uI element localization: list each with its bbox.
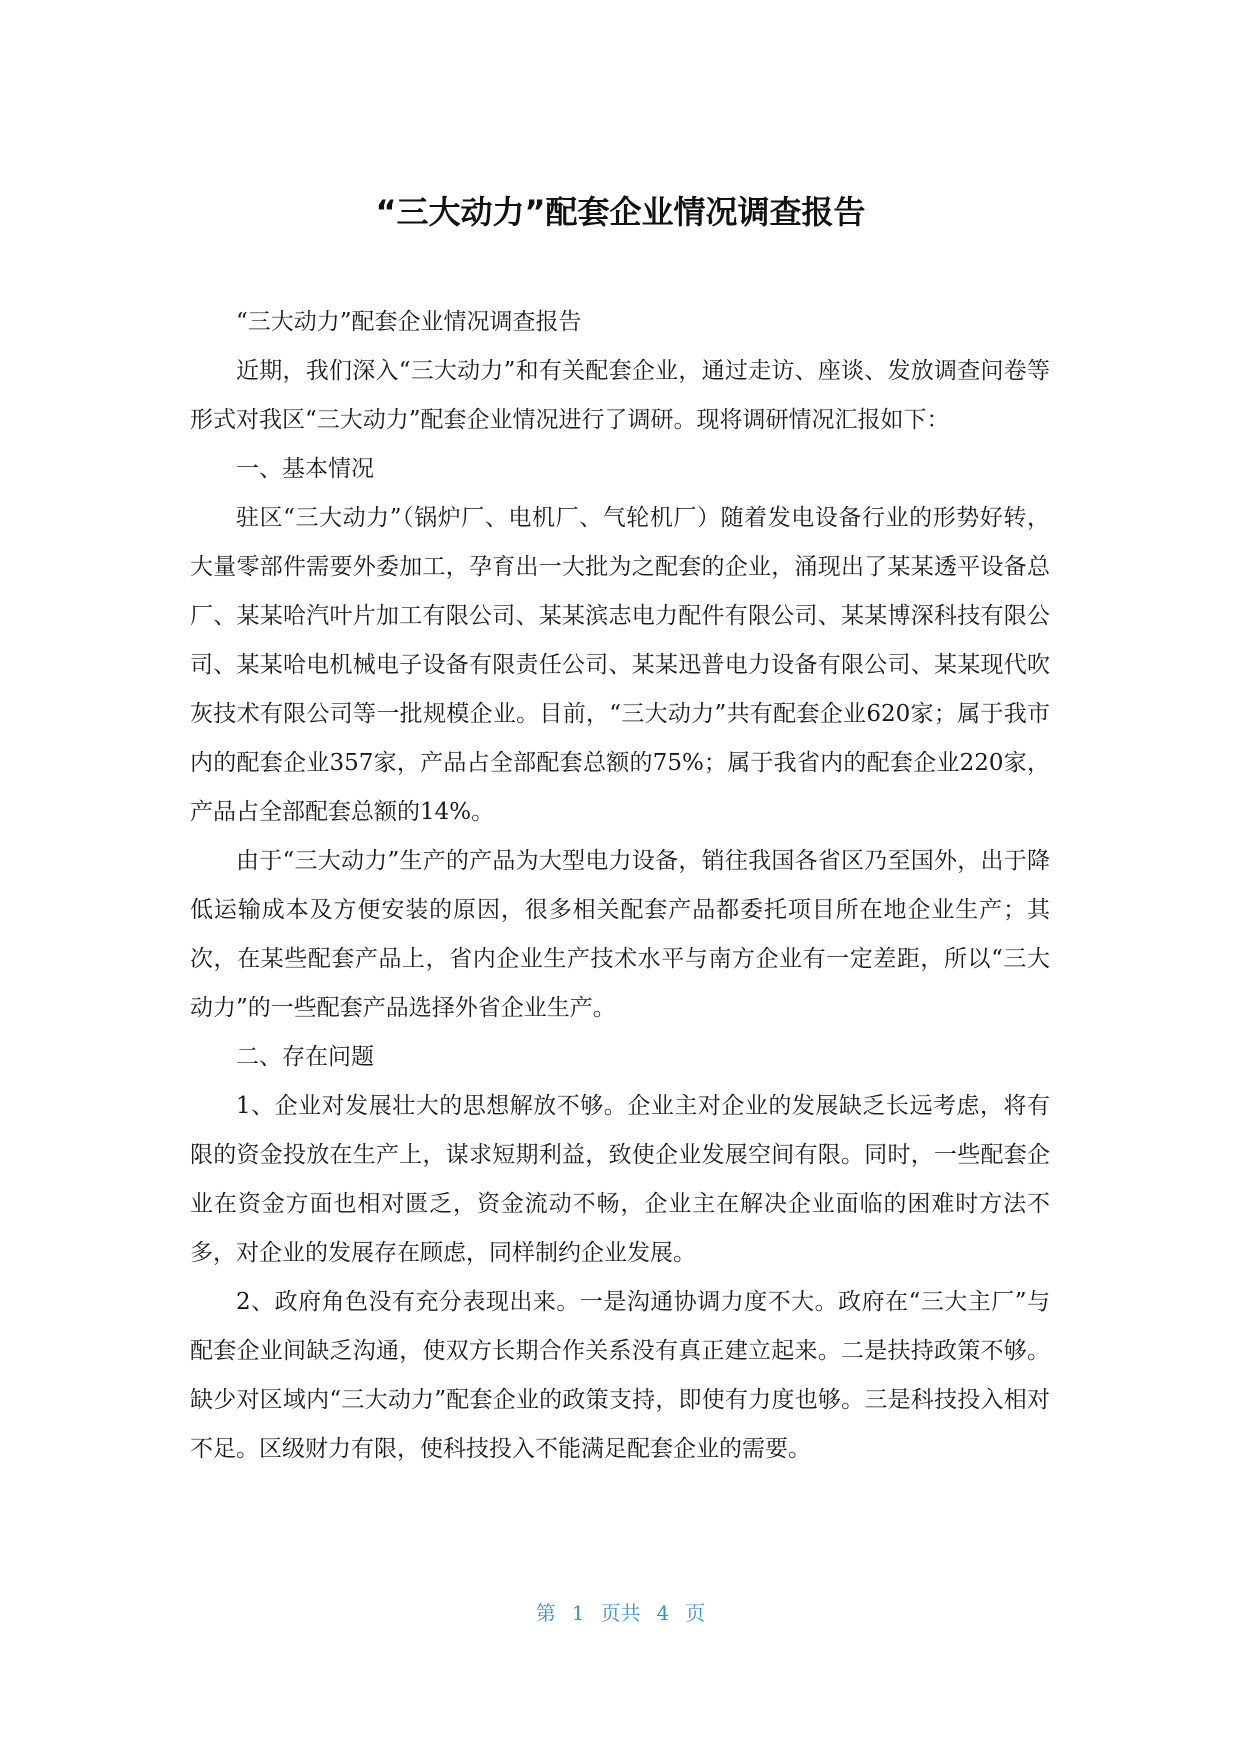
- page-label-middle: 页共: [600, 1601, 641, 1625]
- paragraph-subtitle: “三大动力”配套企业情况调查报告: [236, 309, 582, 335]
- paragraph-intro: 近期，我们深入“三大动力”和有关配套企业，通过走访、座谈、发放调查问卷等形式对我区“三大动力”配套企业情况进行了调研。现将调研情况汇报如下：: [190, 358, 1050, 433]
- page-footer: [0, 1598, 1241, 1628]
- page-label-suffix: 页: [685, 1601, 706, 1625]
- page-label-prefix: 第: [535, 1601, 556, 1625]
- total-pages-number: 4: [656, 1601, 670, 1625]
- section-heading-basic: 一、基本情况: [236, 456, 374, 482]
- section-heading-problems: 二、存在问题: [236, 1044, 374, 1070]
- paragraph-external-production: 由于“三大动力”生产的产品为大型电力设备，销往我国各省区乃至国外，出于降低运输成本及方便安装的原因，很多相关配套产品都委托项目所在地企业生产；其次，在某些配套产品上，省内企业生产技术水平与南方企业有一定差距，所以“三大动力”的一些配套产品选择外省企业生产。: [190, 848, 1050, 1021]
- document-body: [190, 298, 1050, 1474]
- paragraph-problem-1: 1、企业对发展壮大的思想解放不够。企业主对企业的发展缺乏长远考虑，将有限的资金投放在生产上，谋求短期利益，致使企业发展空间有限。同时，一些配套企业在资金方面也相对匮乏，资金流动不畅，企业主在解决企业面临的困难时方法不多，对企业的发展存在顾虑，同样制约企业发展。: [190, 1093, 1050, 1266]
- paragraph-problem-2: 2、政府角色没有充分表现出来。一是沟通协调力度不大。政府在“三大主厂”与配套企业间缺乏沟通，使双方长期合作关系没有真正建立起来。二是扶持政策不够。缺少对区域内“三大动力”配套企业的政策支持，即使有力度也够。三是科技投入相对不足。区级财力有限，使科技投入不能满足配套企业的需要。: [190, 1289, 1050, 1462]
- current-page-number: 1: [571, 1601, 585, 1625]
- document-title: “三大动力”配套企业情况调查报告: [375, 193, 866, 231]
- paragraph-basic-situation: 驻区“三大动力”（锅炉厂、电机厂、气轮机厂）随着发电设备行业的形势好转，大量零部件需要外委加工，孕育出一大批为之配套的企业，涌现出了某某透平设备总厂、某某哈汽叶片加工有限公司、某某滨志电力配件有限公司、某某博深科技有限公司、某某哈电机械电子设备有限责任公司、某某迅普电力设备有限公司、某某现代吹灰技术有限公司等一批规模企业。目前，“三大动力”共有配套企业620家；属于我市内的配套企业357家，产品占全部配套总额的75%；属于我省内的配套企业220家，产品占全部配套总额的14%。: [190, 505, 1050, 825]
